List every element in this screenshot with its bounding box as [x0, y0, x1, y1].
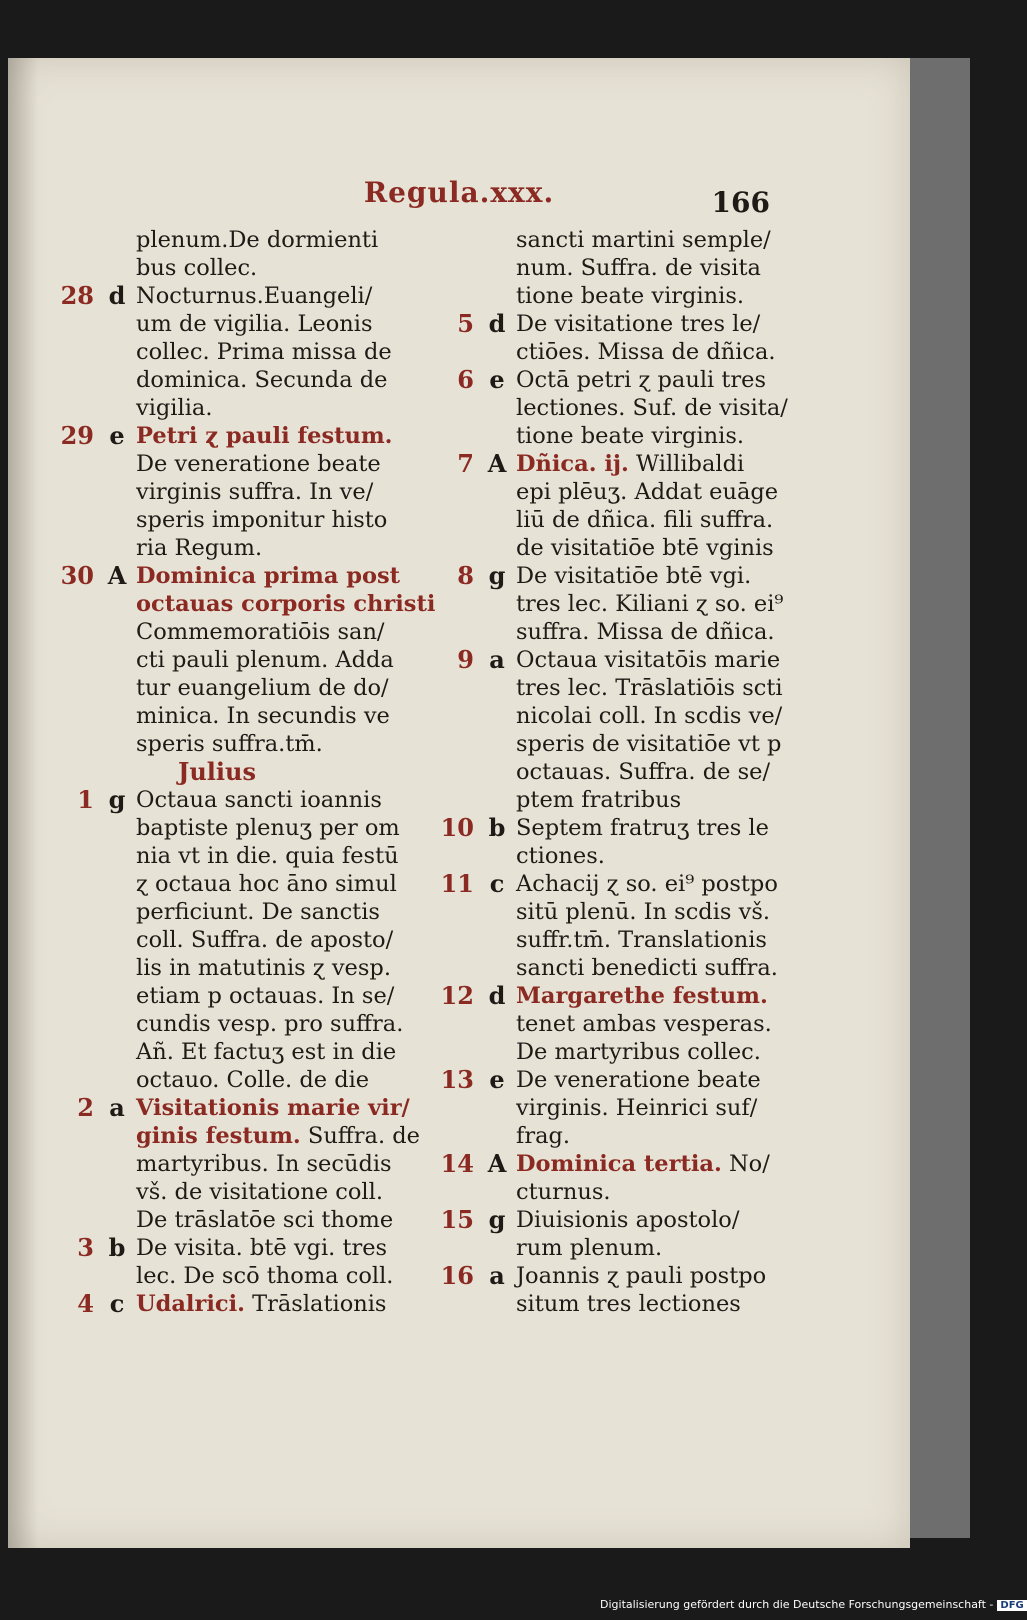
text-line: speris de visitatiōe vt p	[516, 731, 782, 757]
text-line: Achacij ɀ so. ei⁹ postpo	[516, 871, 778, 897]
text-line: nicolai coll. In scdis ve/	[516, 703, 783, 729]
text-line: octauas corporis christi	[136, 591, 436, 617]
text-line: dominica. Secunda de	[136, 367, 388, 393]
dominical-letter: g	[108, 785, 126, 814]
dominical-letter: A	[487, 1149, 507, 1178]
rubric-text: Dñica. ij.	[516, 451, 629, 477]
text-line: tur euangelium de do/	[136, 675, 389, 701]
text-line: nia vt in die. quia festū	[136, 843, 399, 869]
text-line: ptem fratribus	[516, 787, 682, 813]
text-line: suffra. Missa de dñica.	[516, 619, 775, 645]
text-line: Margarethe festum.	[516, 983, 768, 1009]
text-line: De trāslatōe sci thome	[136, 1207, 394, 1233]
calendar-entry	[48, 422, 418, 562]
calendar-entry	[48, 1094, 418, 1234]
calendar-entry	[48, 561, 436, 758]
text-line: De veneratione beate	[516, 1067, 761, 1093]
text-line: Añ. Et factuʒ est in die	[136, 1039, 397, 1065]
text-line: Dominica prima post	[136, 563, 401, 589]
text-line: cti pauli plenum. Adda	[136, 647, 394, 673]
text-line: plenum.De dormienti	[136, 227, 379, 253]
day-number: 12	[440, 981, 474, 1010]
calendar-entry	[428, 1262, 793, 1318]
text-line: sitū plenū. In scdis vš.	[516, 899, 771, 925]
calendar-entry	[428, 310, 793, 366]
text-line: collec. Prima missa de	[136, 339, 392, 365]
text-line: lec. De scō thoma coll.	[136, 1263, 394, 1289]
day-number: 8	[457, 561, 474, 590]
text-line: De visita. btē vgi. tres	[136, 1235, 388, 1261]
text-line: vš. de visitatione coll.	[136, 1179, 383, 1205]
text-line: Octaua visitatōis marie	[516, 647, 781, 673]
calendar-entry	[428, 646, 793, 814]
dominical-letter: d	[488, 309, 506, 338]
text-line: sancti benedicti suffra.	[516, 955, 778, 981]
dominical-letter: d	[108, 281, 126, 310]
dominical-letter: c	[489, 869, 505, 898]
dominical-letter: g	[488, 561, 506, 590]
text-line: octauas. Suffra. de se/	[516, 759, 771, 785]
dominical-letter: b	[108, 1233, 126, 1262]
rubric-text: Dominica tertia.	[516, 1151, 722, 1177]
day-number: 6	[457, 365, 474, 394]
text-line: Joannis ɀ pauli postpo	[516, 1263, 767, 1289]
dominical-letter: A	[487, 449, 507, 478]
day-number: 7	[457, 449, 474, 478]
text-line: De veneratione beate	[136, 451, 381, 477]
calendar-entry	[48, 1290, 418, 1318]
calendar-entry	[428, 982, 793, 1066]
text-line: tione beate virginis.	[516, 423, 745, 449]
calendar-entry	[428, 1150, 793, 1206]
day-number: 29	[60, 421, 94, 450]
text-line	[516, 450, 793, 478]
text-line: baptiste plenuʒ per om	[136, 815, 400, 841]
day-number: 13	[440, 1065, 474, 1094]
text-line: tenet ambas vesperas.	[516, 1011, 772, 1037]
dominical-letter: e	[489, 1065, 505, 1094]
calendar-entry	[428, 1066, 793, 1150]
calendar-entry	[428, 226, 793, 310]
dfg-logo: DFG	[997, 1600, 1026, 1611]
text-line: num. Suffra. de visita	[516, 255, 761, 281]
page-gutter-shadow	[8, 58, 38, 1548]
text-line: lis in matutinis ɀ vesp.	[136, 955, 391, 981]
dominical-letter: A	[107, 561, 127, 590]
running-title: Regula.xxx.	[363, 176, 555, 209]
day-number: 3	[77, 1233, 94, 1262]
text-line: De visitatione tres le/	[516, 311, 761, 337]
calendar-entry	[428, 562, 793, 646]
text-line: situm tres lectiones	[516, 1291, 741, 1317]
text-line: virginis. Heinrici suf/	[516, 1095, 758, 1121]
day-number: 10	[440, 813, 474, 842]
text-line: Septem fratruʒ tres le	[516, 815, 769, 841]
dominical-letter: e	[109, 421, 125, 450]
body-text: No/	[721, 1151, 770, 1177]
text-line: vigilia.	[136, 395, 213, 421]
text-line: ɀ octaua hoc āno simul	[136, 871, 397, 897]
text-line: virginis suffra. In ve/	[136, 479, 374, 505]
footer-credit	[600, 1598, 1024, 1611]
right-column	[428, 226, 793, 1318]
text-line: speris imponitur histo	[136, 507, 388, 533]
text-line: etiam p octauas. In se/	[136, 983, 395, 1009]
text-line: tres lec. Kiliani ɀ so. ei⁹	[516, 591, 784, 617]
text-line: De visitatiōe btē vgi.	[516, 563, 752, 589]
day-number: 14	[440, 1149, 474, 1178]
text-line: um de vigilia. Leonis	[136, 311, 373, 337]
body-text: Trāslationis	[244, 1291, 387, 1317]
dominical-letter: a	[489, 645, 505, 674]
calendar-entry	[48, 1234, 418, 1290]
text-line: tione beate virginis.	[516, 283, 745, 309]
rubric-text: Udalrici.	[136, 1291, 245, 1317]
dominical-letter: b	[488, 813, 506, 842]
calendar-entry	[48, 282, 418, 422]
book-page	[8, 58, 910, 1548]
left-column	[48, 226, 436, 1318]
calendar-entry	[428, 814, 793, 870]
text-line: suffr.tm̄. Translationis	[516, 927, 767, 953]
text-line: sancti martini semple/	[516, 227, 771, 253]
dominical-letter: c	[109, 1289, 125, 1318]
day-number: 11	[440, 869, 474, 898]
text-line: rum plenum.	[516, 1235, 663, 1261]
month-heading: Julius	[178, 757, 256, 786]
dominical-letter: a	[489, 1261, 505, 1290]
text-line	[516, 1150, 793, 1178]
text-line: cundis vesp. pro suffra.	[136, 1011, 404, 1037]
text-line: Nocturnus.Euangeli/	[136, 283, 373, 309]
text-line: ctiones.	[516, 843, 605, 869]
text-line: frag.	[516, 1123, 571, 1149]
day-number: 9	[457, 645, 474, 674]
calendar-entry	[428, 1206, 793, 1262]
day-number: 4	[77, 1289, 94, 1318]
text-line: Commemoratiōis san/	[136, 619, 385, 645]
text-line: minica. In secundis ve	[136, 703, 390, 729]
calendar-entry	[48, 786, 418, 1094]
text-line: De martyribus collec.	[516, 1039, 761, 1065]
page-edge-strip	[910, 58, 970, 1538]
day-number: 30	[60, 561, 94, 590]
dominical-letter: e	[489, 365, 505, 394]
footer-text: Digitalisierung gefördert durch die Deutsche Forschungsgemeinschaft -	[600, 1598, 994, 1611]
calendar-entry	[428, 450, 793, 562]
text-line: epi plēuʒ. Addat euāge	[516, 479, 779, 505]
text-line: Octaua sancti ioannis	[136, 787, 382, 813]
text-line: perficiunt. De sanctis	[136, 899, 380, 925]
day-number: 1	[77, 785, 94, 814]
text-line: lectiones. Suf. de visita/	[516, 395, 788, 421]
text-line: coll. Suffra. de aposto/	[136, 927, 394, 953]
dominical-letter: a	[109, 1093, 125, 1122]
day-number: 28	[60, 281, 94, 310]
text-line: cturnus.	[516, 1179, 611, 1205]
calendar-entry	[428, 870, 793, 982]
day-number: 2	[77, 1093, 94, 1122]
text-line: Petri ɀ pauli festum.	[136, 423, 393, 449]
text-line: martyribus. In secūdis	[136, 1151, 392, 1177]
text-line: octauo. Colle. de die	[136, 1067, 370, 1093]
text-line: Visitationis marie vir/	[136, 1095, 410, 1121]
dominical-letter: d	[488, 981, 506, 1010]
body-text: Willibaldi	[628, 451, 745, 477]
folio-number: 166	[711, 186, 770, 219]
calendar-entry	[428, 366, 793, 450]
text-line	[136, 1122, 418, 1150]
text-line: Octā petri ɀ pauli tres	[516, 367, 767, 393]
rubric-text: ginis festum.	[136, 1123, 301, 1149]
text-line: ctiōes. Missa de dñica.	[516, 339, 776, 365]
day-number: 15	[440, 1205, 474, 1234]
day-number: 5	[457, 309, 474, 338]
text-line: bus collec.	[136, 255, 258, 281]
text-line: liū de dñica. fili suffra.	[516, 507, 774, 533]
text-line: de visitatiōe btē vginis	[516, 535, 774, 561]
body-text: Suffra. de	[300, 1123, 420, 1149]
text-line: speris suffra.tm̄.	[136, 731, 323, 757]
dominical-letter: g	[488, 1205, 506, 1234]
text-line: ria Regum.	[136, 535, 263, 561]
text-line: tres lec. Trāslatiōis scti	[516, 675, 783, 701]
text-line: Diuisionis apostolo/	[516, 1207, 740, 1233]
day-number: 16	[440, 1261, 474, 1290]
calendar-entry	[48, 226, 418, 282]
text-line	[136, 1290, 418, 1318]
